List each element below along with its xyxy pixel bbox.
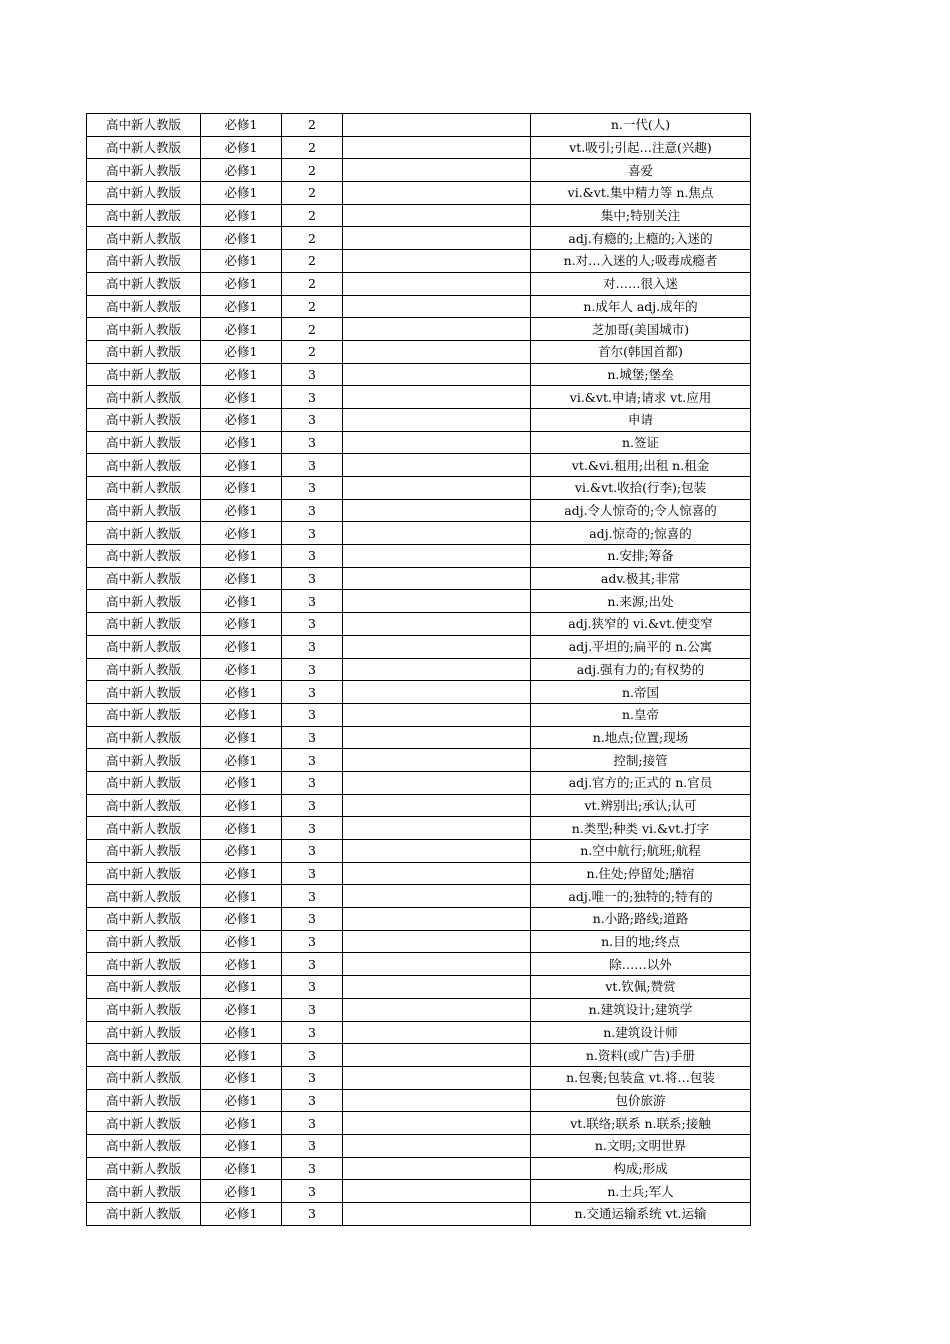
module-cell: 必修1 (201, 1203, 282, 1226)
table-row (87, 340, 751, 363)
table-row (87, 726, 751, 749)
meaning-cell: 集中;特别关注 (531, 204, 751, 227)
module-cell: 必修1 (201, 250, 282, 273)
word-cell (343, 1066, 531, 1089)
table-row (87, 885, 751, 908)
module-cell: 必修1 (201, 749, 282, 772)
table-row (87, 794, 751, 817)
word-cell (343, 794, 531, 817)
unit-cell: 3 (282, 454, 343, 477)
table-row (87, 840, 751, 863)
table-row (87, 204, 751, 227)
word-cell (343, 953, 531, 976)
table-row (87, 590, 751, 613)
module-cell: 必修1 (201, 1089, 282, 1112)
meaning-cell: adj.强有力的;有权势的 (531, 658, 751, 681)
unit-cell: 3 (282, 635, 343, 658)
unit-cell: 3 (282, 363, 343, 386)
edition-cell: 高中新人教版 (87, 408, 201, 431)
meaning-cell: adj.唯一的;独特的;特有的 (531, 885, 751, 908)
module-cell: 必修1 (201, 635, 282, 658)
module-cell: 必修1 (201, 1180, 282, 1203)
module-cell: 必修1 (201, 318, 282, 341)
unit-cell: 3 (282, 953, 343, 976)
meaning-cell: n.对…入迷的人;吸毒成瘾者 (531, 250, 751, 273)
unit-cell: 2 (282, 159, 343, 182)
edition-cell: 高中新人教版 (87, 227, 201, 250)
edition-cell: 高中新人教版 (87, 340, 201, 363)
module-cell: 必修1 (201, 272, 282, 295)
edition-cell: 高中新人教版 (87, 522, 201, 545)
edition-cell: 高中新人教版 (87, 1134, 201, 1157)
word-cell (343, 1021, 531, 1044)
edition-cell: 高中新人教版 (87, 159, 201, 182)
unit-cell: 3 (282, 1112, 343, 1135)
word-cell (343, 204, 531, 227)
module-cell: 必修1 (201, 363, 282, 386)
unit-cell: 3 (282, 1134, 343, 1157)
table-row (87, 817, 751, 840)
word-cell (343, 408, 531, 431)
word-cell (343, 1157, 531, 1180)
meaning-cell: n.签证 (531, 431, 751, 454)
meaning-cell: n.成年人 adj.成年的 (531, 295, 751, 318)
module-cell: 必修1 (201, 794, 282, 817)
edition-cell: 高中新人教版 (87, 182, 201, 205)
edition-cell: 高中新人教版 (87, 817, 201, 840)
module-cell: 必修1 (201, 477, 282, 500)
meaning-cell: vi.&vt.集中精力等 n.焦点 (531, 182, 751, 205)
table-row (87, 658, 751, 681)
edition-cell: 高中新人教版 (87, 1112, 201, 1135)
module-cell: 必修1 (201, 726, 282, 749)
word-cell (343, 159, 531, 182)
module-cell: 必修1 (201, 159, 282, 182)
edition-cell: 高中新人教版 (87, 431, 201, 454)
module-cell: 必修1 (201, 386, 282, 409)
word-cell (343, 681, 531, 704)
table-row (87, 1044, 751, 1067)
edition-cell: 高中新人教版 (87, 749, 201, 772)
edition-cell: 高中新人教版 (87, 1044, 201, 1067)
edition-cell: 高中新人教版 (87, 908, 201, 931)
table-row (87, 477, 751, 500)
module-cell: 必修1 (201, 545, 282, 568)
table-row (87, 998, 751, 1021)
edition-cell: 高中新人教版 (87, 998, 201, 1021)
table-row (87, 1089, 751, 1112)
table-row (87, 976, 751, 999)
meaning-cell: n.文明;文明世界 (531, 1134, 751, 1157)
unit-cell: 3 (282, 771, 343, 794)
module-cell: 必修1 (201, 522, 282, 545)
module-cell: 必修1 (201, 454, 282, 477)
word-cell (343, 635, 531, 658)
edition-cell: 高中新人教版 (87, 635, 201, 658)
meaning-cell: 构成;形成 (531, 1157, 751, 1180)
table-row (87, 567, 751, 590)
module-cell: 必修1 (201, 817, 282, 840)
module-cell: 必修1 (201, 998, 282, 1021)
meaning-cell: adj.有瘾的;上瘾的;入迷的 (531, 227, 751, 250)
table-row (87, 318, 751, 341)
edition-cell: 高中新人教版 (87, 477, 201, 500)
module-cell: 必修1 (201, 1021, 282, 1044)
table-body (87, 114, 751, 1226)
table-row (87, 227, 751, 250)
edition-cell: 高中新人教版 (87, 726, 201, 749)
word-cell (343, 477, 531, 500)
module-cell: 必修1 (201, 681, 282, 704)
module-cell: 必修1 (201, 408, 282, 431)
meaning-cell: adj.官方的;正式的 n.官员 (531, 771, 751, 794)
table-row (87, 771, 751, 794)
unit-cell: 3 (282, 998, 343, 1021)
unit-cell: 3 (282, 522, 343, 545)
unit-cell: 2 (282, 272, 343, 295)
edition-cell: 高中新人教版 (87, 1157, 201, 1180)
word-cell (343, 1089, 531, 1112)
meaning-cell: adj.惊奇的;惊喜的 (531, 522, 751, 545)
module-cell: 必修1 (201, 771, 282, 794)
word-cell (343, 703, 531, 726)
edition-cell: 高中新人教版 (87, 1089, 201, 1112)
meaning-cell: n.建筑设计;建筑学 (531, 998, 751, 1021)
word-cell (343, 545, 531, 568)
word-cell (343, 522, 531, 545)
meaning-cell: vt.吸引;引起…注意(兴趣) (531, 136, 751, 159)
unit-cell: 2 (282, 250, 343, 273)
module-cell: 必修1 (201, 295, 282, 318)
meaning-cell: 控制;接管 (531, 749, 751, 772)
module-cell: 必修1 (201, 499, 282, 522)
word-cell (343, 976, 531, 999)
word-cell (343, 726, 531, 749)
table-row (87, 1066, 751, 1089)
unit-cell: 3 (282, 1203, 343, 1226)
edition-cell: 高中新人教版 (87, 136, 201, 159)
vocabulary-table (86, 113, 751, 1226)
meaning-cell: vi.&vt.收拾(行李);包装 (531, 477, 751, 500)
table-row (87, 386, 751, 409)
module-cell: 必修1 (201, 703, 282, 726)
table-row (87, 749, 751, 772)
table-row (87, 454, 751, 477)
module-cell: 必修1 (201, 590, 282, 613)
meaning-cell: n.空中航行;航班;航程 (531, 840, 751, 863)
edition-cell: 高中新人教版 (87, 567, 201, 590)
table-row (87, 408, 751, 431)
unit-cell: 2 (282, 204, 343, 227)
word-cell (343, 227, 531, 250)
module-cell: 必修1 (201, 908, 282, 931)
meaning-cell: vt.钦佩;赞赏 (531, 976, 751, 999)
unit-cell: 2 (282, 340, 343, 363)
meaning-cell: n.城堡;堡垒 (531, 363, 751, 386)
table-row (87, 1134, 751, 1157)
unit-cell: 3 (282, 477, 343, 500)
edition-cell: 高中新人教版 (87, 658, 201, 681)
module-cell: 必修1 (201, 862, 282, 885)
edition-cell: 高中新人教版 (87, 862, 201, 885)
table-row (87, 159, 751, 182)
word-cell (343, 431, 531, 454)
unit-cell: 3 (282, 613, 343, 636)
table-row (87, 182, 751, 205)
edition-cell: 高中新人教版 (87, 885, 201, 908)
unit-cell: 3 (282, 590, 343, 613)
unit-cell: 3 (282, 726, 343, 749)
table-row (87, 1180, 751, 1203)
table-row (87, 136, 751, 159)
unit-cell: 3 (282, 749, 343, 772)
edition-cell: 高中新人教版 (87, 930, 201, 953)
word-cell (343, 840, 531, 863)
table-row (87, 635, 751, 658)
meaning-cell: adv.极其;非常 (531, 567, 751, 590)
unit-cell: 2 (282, 227, 343, 250)
edition-cell: 高中新人教版 (87, 953, 201, 976)
unit-cell: 3 (282, 840, 343, 863)
unit-cell: 2 (282, 182, 343, 205)
edition-cell: 高中新人教版 (87, 681, 201, 704)
module-cell: 必修1 (201, 182, 282, 205)
meaning-cell: n.目的地;终点 (531, 930, 751, 953)
unit-cell: 3 (282, 545, 343, 568)
word-cell (343, 318, 531, 341)
module-cell: 必修1 (201, 1134, 282, 1157)
meaning-cell: 芝加哥(美国城市) (531, 318, 751, 341)
unit-cell: 3 (282, 386, 343, 409)
word-cell (343, 1044, 531, 1067)
module-cell: 必修1 (201, 431, 282, 454)
module-cell: 必修1 (201, 136, 282, 159)
word-cell (343, 182, 531, 205)
edition-cell: 高中新人教版 (87, 363, 201, 386)
module-cell: 必修1 (201, 1157, 282, 1180)
unit-cell: 3 (282, 1044, 343, 1067)
table-row (87, 295, 751, 318)
word-cell (343, 1203, 531, 1226)
table-row (87, 1203, 751, 1226)
table-row (87, 613, 751, 636)
unit-cell: 3 (282, 817, 343, 840)
meaning-cell: n.建筑设计师 (531, 1021, 751, 1044)
module-cell: 必修1 (201, 613, 282, 636)
unit-cell: 3 (282, 431, 343, 454)
unit-cell: 3 (282, 681, 343, 704)
meaning-cell: adj.令人惊奇的;令人惊喜的 (531, 499, 751, 522)
edition-cell: 高中新人教版 (87, 1203, 201, 1226)
meaning-cell: n.安排;筹备 (531, 545, 751, 568)
word-cell (343, 295, 531, 318)
table-row (87, 545, 751, 568)
edition-cell: 高中新人教版 (87, 976, 201, 999)
unit-cell: 3 (282, 976, 343, 999)
table-row (87, 363, 751, 386)
table-row (87, 1112, 751, 1135)
word-cell (343, 1112, 531, 1135)
edition-cell: 高中新人教版 (87, 204, 201, 227)
meaning-cell: n.小路;路线;道路 (531, 908, 751, 931)
module-cell: 必修1 (201, 885, 282, 908)
word-cell (343, 114, 531, 137)
unit-cell: 3 (282, 862, 343, 885)
table-row (87, 908, 751, 931)
table-row (87, 522, 751, 545)
meaning-cell: 首尔(韩国首都) (531, 340, 751, 363)
edition-cell: 高中新人教版 (87, 272, 201, 295)
module-cell: 必修1 (201, 567, 282, 590)
edition-cell: 高中新人教版 (87, 454, 201, 477)
edition-cell: 高中新人教版 (87, 545, 201, 568)
word-cell (343, 817, 531, 840)
meaning-cell: n.士兵;军人 (531, 1180, 751, 1203)
word-cell (343, 567, 531, 590)
unit-cell: 3 (282, 794, 343, 817)
unit-cell: 3 (282, 885, 343, 908)
edition-cell: 高中新人教版 (87, 318, 201, 341)
table-row (87, 250, 751, 273)
edition-cell: 高中新人教版 (87, 771, 201, 794)
unit-cell: 3 (282, 1021, 343, 1044)
word-cell (343, 590, 531, 613)
meaning-cell: n.地点;位置;现场 (531, 726, 751, 749)
edition-cell: 高中新人教版 (87, 114, 201, 137)
meaning-cell: n.住处;停留处;膳宿 (531, 862, 751, 885)
word-cell (343, 998, 531, 1021)
unit-cell: 3 (282, 703, 343, 726)
meaning-cell: 包价旅游 (531, 1089, 751, 1112)
module-cell: 必修1 (201, 953, 282, 976)
edition-cell: 高中新人教版 (87, 1180, 201, 1203)
word-cell (343, 499, 531, 522)
word-cell (343, 386, 531, 409)
unit-cell: 2 (282, 318, 343, 341)
table-row (87, 499, 751, 522)
table-row (87, 1157, 751, 1180)
edition-cell: 高中新人教版 (87, 386, 201, 409)
word-cell (343, 250, 531, 273)
unit-cell: 3 (282, 930, 343, 953)
word-cell (343, 862, 531, 885)
edition-cell: 高中新人教版 (87, 1066, 201, 1089)
table-row (87, 431, 751, 454)
word-cell (343, 136, 531, 159)
edition-cell: 高中新人教版 (87, 794, 201, 817)
unit-cell: 3 (282, 1180, 343, 1203)
edition-cell: 高中新人教版 (87, 703, 201, 726)
meaning-cell: vt.&vi.租用;出租 n.租金 (531, 454, 751, 477)
unit-cell: 3 (282, 658, 343, 681)
word-cell (343, 930, 531, 953)
edition-cell: 高中新人教版 (87, 590, 201, 613)
meaning-cell: n.皇帝 (531, 703, 751, 726)
unit-cell: 3 (282, 1157, 343, 1180)
word-cell (343, 749, 531, 772)
meaning-cell: n.交通运输系统 vt.运输 (531, 1203, 751, 1226)
table-row (87, 681, 751, 704)
word-cell (343, 363, 531, 386)
module-cell: 必修1 (201, 840, 282, 863)
meaning-cell: n.帝国 (531, 681, 751, 704)
edition-cell: 高中新人教版 (87, 840, 201, 863)
meaning-cell: n.资料(或广告)手册 (531, 1044, 751, 1067)
module-cell: 必修1 (201, 1044, 282, 1067)
word-cell (343, 454, 531, 477)
meaning-cell: n.来源;出处 (531, 590, 751, 613)
edition-cell: 高中新人教版 (87, 613, 201, 636)
meaning-cell: 对……很入迷 (531, 272, 751, 295)
module-cell: 必修1 (201, 340, 282, 363)
edition-cell: 高中新人教版 (87, 295, 201, 318)
word-cell (343, 885, 531, 908)
unit-cell: 3 (282, 408, 343, 431)
word-cell (343, 908, 531, 931)
edition-cell: 高中新人教版 (87, 250, 201, 273)
edition-cell: 高中新人教版 (87, 499, 201, 522)
word-cell (343, 1180, 531, 1203)
unit-cell: 3 (282, 567, 343, 590)
word-cell (343, 340, 531, 363)
word-cell (343, 613, 531, 636)
module-cell: 必修1 (201, 976, 282, 999)
meaning-cell: 除……以外 (531, 953, 751, 976)
word-cell (343, 771, 531, 794)
meaning-cell: 申请 (531, 408, 751, 431)
unit-cell: 3 (282, 1089, 343, 1112)
meaning-cell: vi.&vt.申请;请求 vt.应用 (531, 386, 751, 409)
table-row (87, 1021, 751, 1044)
unit-cell: 2 (282, 136, 343, 159)
module-cell: 必修1 (201, 1112, 282, 1135)
table-row (87, 862, 751, 885)
module-cell: 必修1 (201, 227, 282, 250)
meaning-cell: n.一代(人) (531, 114, 751, 137)
unit-cell: 2 (282, 114, 343, 137)
meaning-cell: n.类型;种类 vi.&vt.打字 (531, 817, 751, 840)
unit-cell: 2 (282, 295, 343, 318)
meaning-cell: 喜爱 (531, 159, 751, 182)
module-cell: 必修1 (201, 204, 282, 227)
word-cell (343, 272, 531, 295)
word-cell (343, 1134, 531, 1157)
meaning-cell: adj.狭窄的 vi.&vt.使变窄 (531, 613, 751, 636)
table-row (87, 272, 751, 295)
table-row (87, 114, 751, 137)
table-row (87, 953, 751, 976)
unit-cell: 3 (282, 908, 343, 931)
meaning-cell: adj.平坦的;扁平的 n.公寓 (531, 635, 751, 658)
module-cell: 必修1 (201, 1066, 282, 1089)
table-row (87, 703, 751, 726)
meaning-cell: vt.联络;联系 n.联系;接触 (531, 1112, 751, 1135)
module-cell: 必修1 (201, 114, 282, 137)
meaning-cell: vt.辨别出;承认;认可 (531, 794, 751, 817)
module-cell: 必修1 (201, 658, 282, 681)
unit-cell: 3 (282, 499, 343, 522)
word-cell (343, 658, 531, 681)
module-cell: 必修1 (201, 930, 282, 953)
table-row (87, 930, 751, 953)
unit-cell: 3 (282, 1066, 343, 1089)
edition-cell: 高中新人教版 (87, 1021, 201, 1044)
meaning-cell: n.包裹;包装盒 vt.将…包装 (531, 1066, 751, 1089)
